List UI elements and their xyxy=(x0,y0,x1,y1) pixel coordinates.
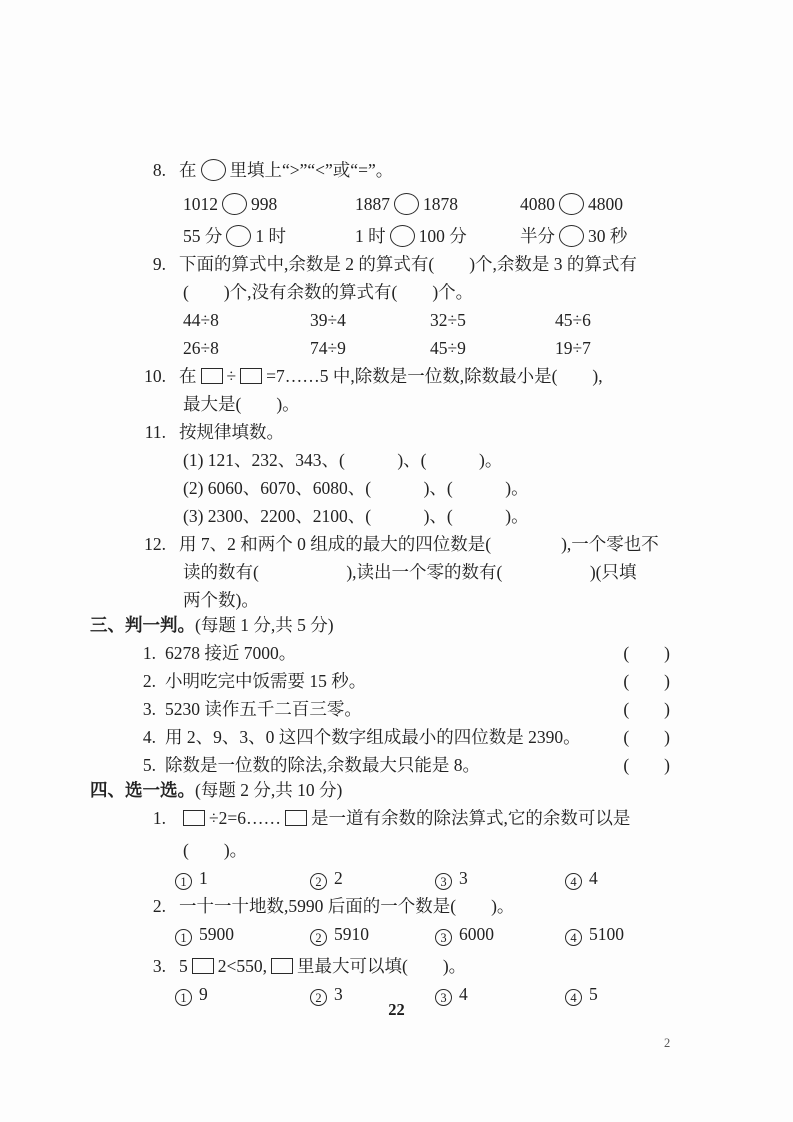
page-number-center: 22 xyxy=(388,1000,405,1019)
judge-statement xyxy=(90,639,296,667)
option xyxy=(565,920,670,948)
option-label: 4 xyxy=(459,984,468,1004)
compare-left: 55 分 xyxy=(183,226,223,246)
option-label: 6000 xyxy=(459,924,494,944)
answer-circle xyxy=(222,193,247,215)
option-label: 1 xyxy=(199,868,208,888)
circled-number-icon: 1 xyxy=(175,989,192,1006)
circled-number-icon: 4 xyxy=(565,989,582,1006)
circled-number-icon: 2 xyxy=(310,989,327,1006)
choice-q1-line1 xyxy=(90,804,670,832)
q11-item-1 xyxy=(183,446,670,474)
circled-number-icon: 4 xyxy=(565,873,582,890)
compare-right: 30 秒 xyxy=(588,226,628,246)
q12-text: 用 7、2 和两个 0 组成的最大的四位数是( ),一个零也不 xyxy=(179,534,659,554)
compare-right: 1 时 xyxy=(255,226,286,246)
item-text: 除数是一位数的除法,余数最大只能是 8。 xyxy=(165,755,480,775)
answer-circle xyxy=(201,159,226,181)
choice-q3-line xyxy=(90,952,670,980)
q10-text: ÷ xyxy=(226,366,237,386)
answer-parens: ( ) xyxy=(623,643,670,663)
circled-number-icon: 3 xyxy=(435,989,452,1006)
q1-text: ÷2=6…… xyxy=(209,808,281,828)
division-expression: 45÷6 xyxy=(555,310,591,330)
worksheet-content xyxy=(90,156,670,1008)
question-number: 9. xyxy=(152,254,166,274)
circled-number-icon: 1 xyxy=(175,873,192,890)
circled-number-icon: 3 xyxy=(435,873,452,890)
option-label: 5900 xyxy=(199,924,234,944)
division-expression: 39÷4 xyxy=(310,310,346,330)
option-label: 3 xyxy=(459,868,468,888)
judge-item-1 xyxy=(90,639,670,667)
judge-statement xyxy=(90,667,366,695)
q12-text: 读的数有( ),读出一个零的数有( )(只填 xyxy=(183,562,637,582)
question-10-line1 xyxy=(90,362,670,390)
compare-cell xyxy=(520,222,670,250)
item-number: 3. xyxy=(142,699,156,719)
section-title: 三、判一判。 xyxy=(90,615,195,635)
answer-circle xyxy=(226,225,251,247)
q3-text: 里最大可以填( )。 xyxy=(297,956,467,976)
question-12-line2 xyxy=(183,558,670,586)
circled-number-icon: 4 xyxy=(565,929,582,946)
section-3-header xyxy=(90,611,670,639)
q10-text: =7……5 中,除数是一位数,除数最小是( ), xyxy=(266,366,603,386)
answer-box xyxy=(285,810,307,826)
compare-left: 1 时 xyxy=(355,226,386,246)
section-title: 四、选一选。 xyxy=(90,780,195,800)
judge-statement xyxy=(90,751,480,779)
option-label: 5910 xyxy=(334,924,369,944)
compare-left: 4080 xyxy=(520,194,555,214)
q2-text: 一十一十地数,5990 后面的一个数是( )。 xyxy=(179,896,515,916)
division-expression: 19÷7 xyxy=(555,338,591,358)
option xyxy=(175,920,310,948)
q3-text: 5 xyxy=(179,956,188,976)
sequence-item: (3) 2300、2200、2100、( )、( )。 xyxy=(183,506,529,526)
sequence-item: (1) 121、232、343、( )、( )。 xyxy=(183,450,503,470)
compare-cell xyxy=(183,190,355,218)
item-number: 2. xyxy=(142,671,156,691)
sequence-item: (2) 6060、6070、6080、( )、( )。 xyxy=(183,478,529,498)
judge-item-5 xyxy=(90,751,670,779)
item-number: 5. xyxy=(142,755,156,775)
choice-q2-line xyxy=(90,892,670,920)
judge-statement xyxy=(90,695,362,723)
answer-box xyxy=(183,810,205,826)
answer-box xyxy=(201,368,223,384)
judge-item-2 xyxy=(90,667,670,695)
answer-parens: ( ) xyxy=(623,699,670,719)
answer-circle xyxy=(559,225,584,247)
item-number: 4. xyxy=(142,727,156,747)
q8-compare-row-2 xyxy=(183,222,670,250)
answer-circle xyxy=(394,193,419,215)
q8-text-before: 在 xyxy=(179,160,197,180)
judge-statement xyxy=(90,723,581,751)
question-number: 3. xyxy=(152,956,166,976)
option xyxy=(565,864,670,892)
page-number-corner: 2 xyxy=(664,1036,671,1050)
division-expression: 45÷9 xyxy=(430,338,466,358)
section-note: (每题 2 分,共 10 分) xyxy=(195,780,343,800)
compare-cell xyxy=(355,190,520,218)
compare-right: 100 分 xyxy=(418,226,467,246)
option xyxy=(435,920,565,948)
answer-parens: ( ) xyxy=(623,671,670,691)
answer-parens: ( ) xyxy=(623,755,670,775)
q9-expressions-row-1 xyxy=(183,306,670,334)
compare-left: 1012 xyxy=(183,194,218,214)
answer-parens: ( ) xyxy=(623,727,670,747)
question-number: 11. xyxy=(144,422,166,442)
judge-item-3 xyxy=(90,695,670,723)
option xyxy=(175,864,310,892)
q9-text: ( )个,没有余数的算式有( )个。 xyxy=(183,282,474,302)
question-9-line2 xyxy=(183,278,670,306)
section-4-header xyxy=(90,776,670,804)
question-number: 2. xyxy=(152,896,166,916)
compare-right: 4800 xyxy=(588,194,623,214)
option-label: 9 xyxy=(199,984,208,1004)
circled-number-icon: 3 xyxy=(435,929,452,946)
item-text: 小明吃完中饭需要 15 秒。 xyxy=(165,671,367,691)
option-label: 5100 xyxy=(589,924,624,944)
q1-text: 是一道有余数的除法算式,它的余数可以是 xyxy=(310,808,631,828)
compare-cell xyxy=(520,190,670,218)
question-8-prompt xyxy=(90,156,670,184)
q1-text: ( )。 xyxy=(183,840,248,860)
question-9-line1 xyxy=(90,250,670,278)
division-expression: 74÷9 xyxy=(310,338,346,358)
option xyxy=(310,920,435,948)
compare-right: 1878 xyxy=(423,194,458,214)
division-expression: 32÷5 xyxy=(430,310,466,330)
question-number: 12. xyxy=(144,534,166,554)
compare-left: 1887 xyxy=(355,194,390,214)
compare-cell xyxy=(183,222,355,250)
item-text: 用 2、9、3、0 这四个数字组成最小的四位数是 2390。 xyxy=(165,727,581,747)
q12-text: 两个数)。 xyxy=(183,590,259,610)
item-text: 5230 读作五千二百三零。 xyxy=(165,699,362,719)
option-label: 3 xyxy=(334,984,343,1004)
question-11-title xyxy=(90,418,670,446)
q8-text-after: 里填上“>”“<”或“=”。 xyxy=(229,160,394,180)
answer-box xyxy=(240,368,262,384)
question-12-line3 xyxy=(183,586,670,614)
answer-circle xyxy=(559,193,584,215)
answer-circle xyxy=(390,225,415,247)
q10-text: 在 xyxy=(179,366,197,386)
q9-text: 下面的算式中,余数是 2 的算式有( )个,余数是 3 的算式有 xyxy=(179,254,637,274)
division-expression: 26÷8 xyxy=(183,338,219,358)
division-expression: 44÷8 xyxy=(183,310,219,330)
q9-expressions-row-2 xyxy=(183,334,670,362)
circled-number-icon: 1 xyxy=(175,929,192,946)
q3-text: 2<550, xyxy=(217,956,267,976)
question-number: 8. xyxy=(152,160,166,180)
judge-item-4 xyxy=(90,723,670,751)
compare-cell xyxy=(355,222,520,250)
option-label: 5 xyxy=(589,984,598,1004)
compare-right: 998 xyxy=(251,194,278,214)
item-text: 6278 接近 7000。 xyxy=(165,643,297,663)
option xyxy=(435,864,565,892)
q11-item-3 xyxy=(183,502,670,530)
circled-number-icon: 2 xyxy=(310,873,327,890)
section-note: (每题 1 分,共 5 分) xyxy=(195,615,334,635)
q11-item-2 xyxy=(183,474,670,502)
option-label: 2 xyxy=(334,868,343,888)
q10-text: 最大是( )。 xyxy=(183,394,300,414)
q8-compare-row-1 xyxy=(183,190,670,218)
answer-box xyxy=(192,958,214,974)
choice-q1-options xyxy=(175,864,670,892)
answer-box xyxy=(271,958,293,974)
question-number: 10. xyxy=(144,366,166,386)
option-label: 4 xyxy=(589,868,598,888)
circled-number-icon: 2 xyxy=(310,929,327,946)
question-12-line1 xyxy=(90,530,670,558)
compare-left: 半分 xyxy=(520,226,555,246)
item-number: 1. xyxy=(142,643,156,663)
q11-text: 按规律填数。 xyxy=(179,422,284,442)
option xyxy=(310,864,435,892)
choice-q1-line2 xyxy=(183,836,670,864)
question-10-line2 xyxy=(183,390,670,418)
choice-q2-options xyxy=(175,920,670,948)
question-number: 1. xyxy=(152,808,166,828)
